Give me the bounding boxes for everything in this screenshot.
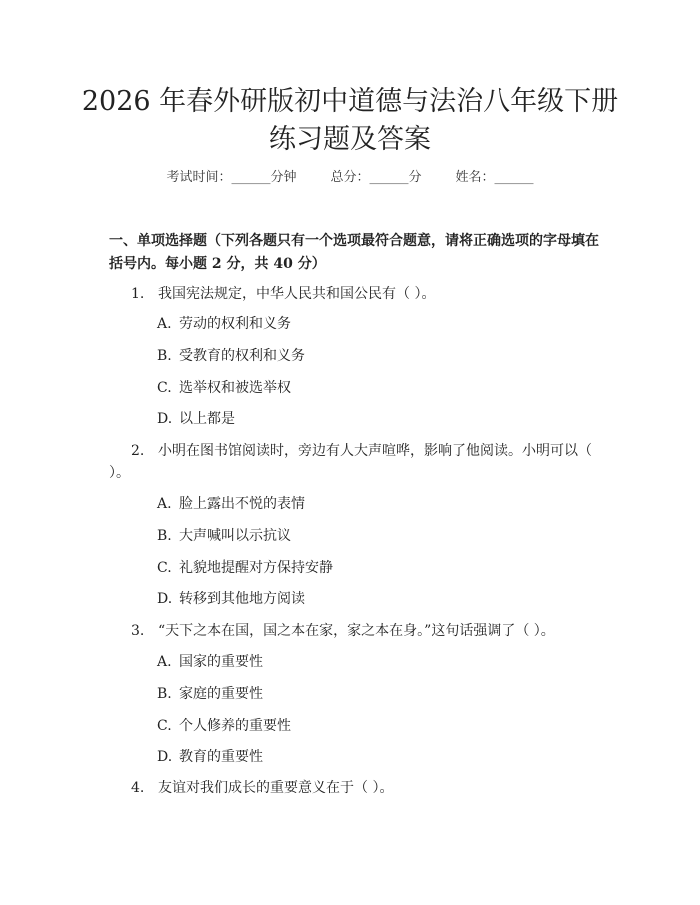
option: [157, 684, 263, 704]
question-text: 我国宪法规定，中华人民共和国公民有（ ）。: [158, 286, 436, 302]
option-letter: D.: [157, 591, 173, 607]
option-letter: D.: [157, 749, 173, 765]
option-text: 转移到其他地方阅读: [179, 591, 305, 607]
question-number: 3.: [131, 623, 145, 639]
option-text: 以上都是: [179, 411, 235, 427]
option: [157, 652, 263, 672]
question-number: 1.: [131, 286, 145, 302]
option-letter: A.: [157, 496, 172, 512]
question-text: “天下之本在国，国之本在家，家之本在身。”这句话强调了（ ）。: [158, 623, 555, 639]
question: [109, 777, 599, 799]
option-letter: D.: [157, 411, 173, 427]
option: [157, 747, 263, 767]
question-text: 友谊对我们成长的重要意义在于（ ）。: [158, 780, 394, 796]
option-text: 大声喊叫以示抗议: [179, 528, 291, 544]
option-letter: B.: [157, 528, 172, 544]
option-text: 国家的重要性: [179, 654, 263, 670]
student-name-field: 姓名：______: [455, 170, 534, 185]
option-text: 个人修养的重要性: [179, 718, 291, 734]
option: [157, 589, 305, 609]
question: [109, 283, 599, 305]
option-text: 选举权和被选举权: [179, 380, 291, 396]
option-text: 脸上露出不悦的表情: [179, 496, 305, 512]
question-number: 4.: [131, 780, 145, 796]
exam-time-field: 考试时间：______分钟: [166, 170, 297, 185]
option-text: 家庭的重要性: [179, 686, 263, 702]
section-heading: 一、单项选择题（下列各题只有一个选项最符合题意，请将正确选项的字母填在括号内。每小题 2 分，共 40 分）: [109, 233, 599, 272]
option-letter: C.: [157, 718, 172, 734]
total-score-field: 总分：______分: [330, 170, 422, 185]
option-letter: A.: [157, 316, 172, 332]
document-title-line2: 练习题及答案: [269, 124, 431, 155]
option: [157, 526, 291, 546]
option: [157, 409, 235, 429]
question-number: 2.: [131, 443, 145, 459]
option: [157, 494, 305, 514]
option: [157, 558, 333, 578]
option-text: 礼貌地提醒对方保持安静: [179, 560, 333, 576]
question: [109, 620, 599, 642]
option: [157, 716, 291, 736]
option-letter: B.: [157, 686, 172, 702]
option-letter: C.: [157, 380, 172, 396]
option-letter: C.: [157, 560, 172, 576]
option-text: 受教育的权利和义务: [179, 348, 305, 364]
option-letter: B.: [157, 348, 172, 364]
question-text: 小明在图书馆阅读时，旁边有人大声喧哗，影响了他阅读。小明可以（ ）。: [109, 443, 592, 481]
option-letter: A.: [157, 654, 172, 670]
option-text: 教育的重要性: [179, 749, 263, 765]
option: [157, 378, 291, 398]
exam-info-row: [0, 166, 700, 185]
option: [157, 314, 291, 334]
option: [157, 346, 305, 366]
option-text: 劳动的权利和义务: [179, 316, 291, 332]
question: [109, 440, 599, 484]
document-title-line1: 2026 年春外研版初中道德与法治八年级下册: [81, 86, 619, 117]
